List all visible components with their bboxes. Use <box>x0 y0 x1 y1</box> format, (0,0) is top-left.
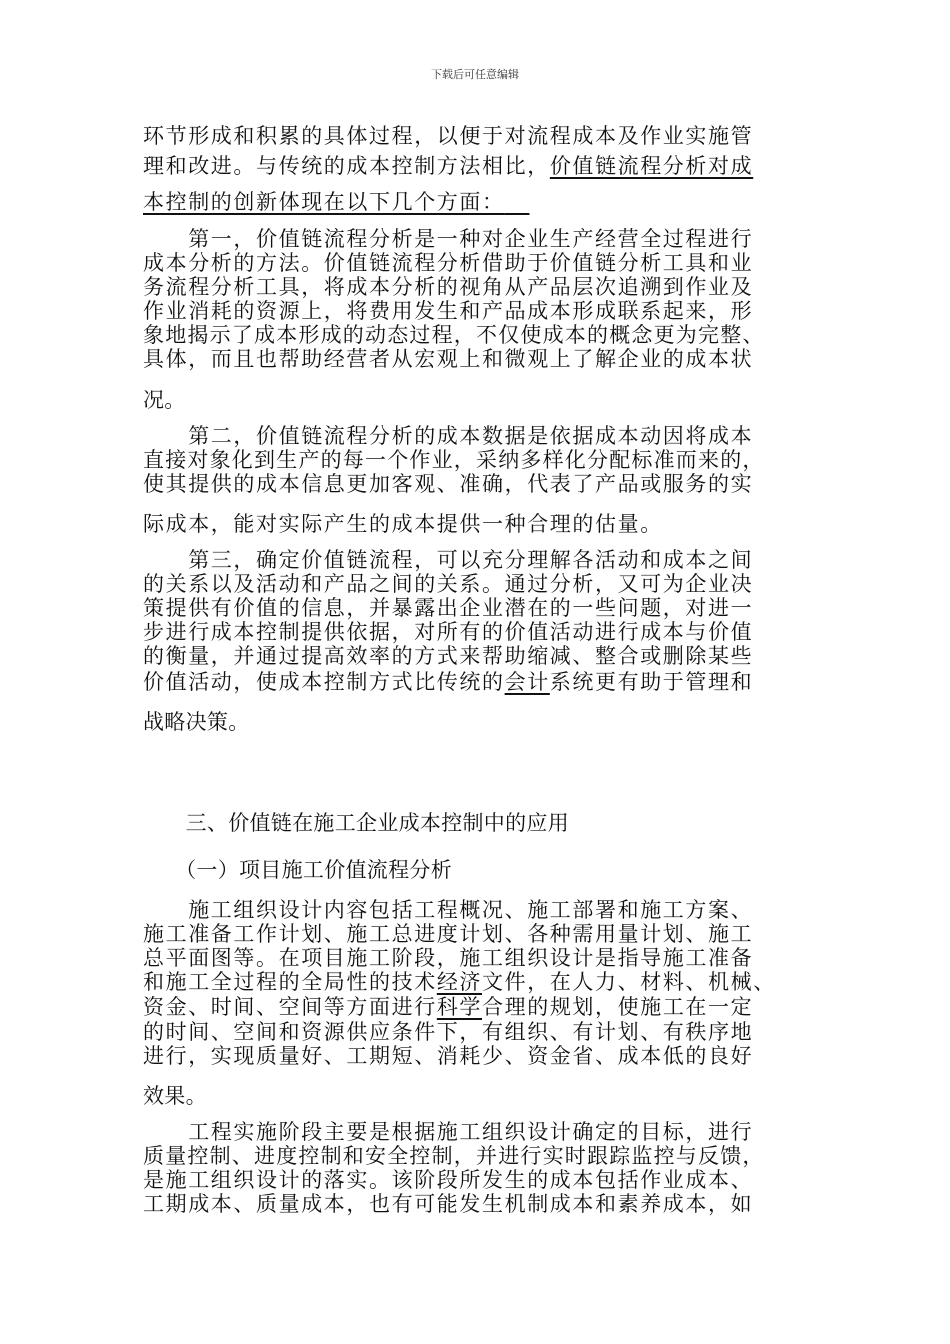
text-line: 成本分析的方法。价值链流程分析借助于价值链分析工具和业 <box>143 251 754 275</box>
text-line <box>143 995 753 1019</box>
page-header: 下载后可任意编辑 <box>431 68 519 81</box>
text-line: 工程实施阶段主要是根据施工组织设计确定的目标，进行 <box>143 1120 754 1144</box>
text-line: 质量控制、进度控制和安全控制，并进行实时跟踪监控与反馈， <box>143 1144 765 1168</box>
text-line: 的时间、空间和资源供应条件下，有组织、有计划、有秩序地 <box>143 1020 754 1044</box>
text-line: 进行，实现质量好、工期短、消耗少、资金省、成本低的良好 <box>143 1044 754 1068</box>
text-run: 理和改进。与传统的成本控制方法相比， <box>143 154 550 178</box>
text-line: 第二，价值链流程分析的成本数据是依据成本动因将成本 <box>143 424 754 448</box>
text-line: 环节形成和积累的具体过程，以便于对流程成本及作业实施管 <box>143 124 754 148</box>
text-line: 步进行成本控制提供依据，对所有的价值活动进行成本与价值 <box>143 620 754 644</box>
text-line <box>143 670 753 694</box>
text-line: 工期成本、质量成本，也有可能发生机制成本和素养成本，如 <box>143 1192 754 1216</box>
text-line: 的关系以及活动和产品之间的关系。通过分析，又可为企业决 <box>143 572 754 596</box>
text-run: 合理的规划，使施工在一定 <box>482 995 754 1019</box>
section-heading: 三、价值链在施工企业成本控制中的应用 <box>143 811 569 835</box>
economy-link[interactable]: 经济 <box>436 970 483 994</box>
text-line <box>143 154 753 178</box>
text-line: 总平面图等。在项目施工阶段，施工组织设计是指导施工准备 <box>143 946 754 970</box>
text-line: 第一，价值链流程分析是一种对企业生产经营全过程进行 <box>143 227 754 251</box>
text-line: 策提供有价值的信息，并暴露出企业潜在的一些问题，对进一 <box>143 596 754 620</box>
text-line: 直接对象化到生产的每一个作业，采纳多样化分配标准而来的， <box>143 448 765 472</box>
text-line: 是施工组织设计的落实。该阶段所发生的成本包括作业成本、 <box>143 1168 754 1192</box>
subsection-heading: （一）项目施工价值流程分析 <box>143 858 452 882</box>
text-line: 使其提供的成本信息更加客观、准确，代表了产品或服务的实 <box>143 472 754 496</box>
text-line: 施工准备工作计划、施工总进度计划、各种需用量计划、施工 <box>143 922 754 946</box>
underlined-text: 本控制的创新体现在以下几个方面： <box>143 190 505 214</box>
text-line: 的衡量，并通过提高效率的方式来帮助缩减、整合或删除某些 <box>143 644 754 668</box>
text-line: 务流程分析工具，将成本分析的视角从产品层次追溯到作业及 <box>143 275 754 299</box>
text-line: 况。 <box>143 388 186 412</box>
science-link[interactable]: 科学 <box>436 995 483 1019</box>
text-run: 系统更有助于管理和 <box>549 670 754 694</box>
text-run: 价值活动，使成本控制方式比传统的 <box>143 670 505 694</box>
text-line <box>143 970 776 994</box>
text-line: 第三，确定价值链流程，可以充分理解各活动和成本之间 <box>143 548 754 572</box>
accounting-link[interactable]: 会计 <box>504 670 550 694</box>
text-line: 象地揭示了成本形成的动态过程，不仅使成本的概念更为完整、 <box>143 323 765 347</box>
text-line: 施工组织设计内容包括工程概况、施工部署和施工方案、 <box>143 898 754 922</box>
text-line: 作业消耗的资源上，将费用发生和产品成本形成联系起来，形 <box>143 299 754 323</box>
underlined-text <box>505 190 530 214</box>
text-run: 和施工全过程的全局性的技术 <box>143 970 437 994</box>
text-run: 资金、时间、空间等方面进行 <box>143 995 437 1019</box>
text-line: 效果。 <box>143 1084 207 1108</box>
text-line <box>143 190 529 214</box>
text-line: 战略决策。 <box>143 710 250 734</box>
text-line: 际成本，能对实际产生的成本提供一种合理的估量。 <box>143 512 663 536</box>
underlined-text: 价值链流程分析对成 <box>549 154 754 178</box>
text-run: 文件，在人力、材料、机械、 <box>482 970 776 994</box>
text-line: 具体，而且也帮助经营者从宏观上和微观上了解企业的成本状 <box>143 347 754 371</box>
